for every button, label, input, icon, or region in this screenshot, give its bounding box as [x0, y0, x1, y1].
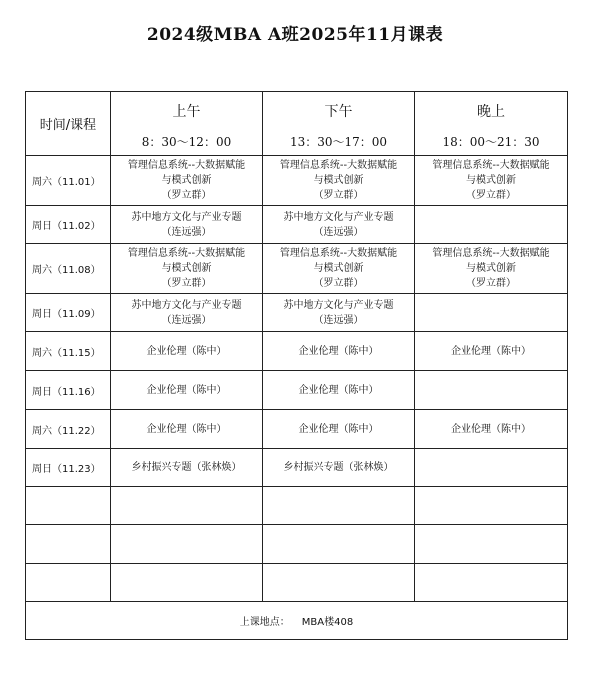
course-cell	[111, 244, 263, 294]
header-name: 晚上	[477, 104, 505, 120]
course-cell	[111, 487, 263, 525]
course-cell	[111, 449, 263, 487]
course-cell	[263, 487, 415, 525]
header-morning	[111, 92, 263, 156]
course-line: （连远强）	[161, 226, 212, 238]
location-note	[26, 602, 568, 640]
course-line: 与模式创新	[161, 263, 212, 274]
course-cell	[263, 449, 415, 487]
course-line: 企业伦理（陈中）	[146, 345, 227, 357]
course-line: 企业伦理（陈中）	[298, 345, 379, 357]
course-line: （罗立群）	[313, 278, 364, 289]
course-cell	[111, 564, 263, 602]
row-date: 周六（11.08）	[26, 244, 111, 294]
course-line: （罗立群）	[466, 190, 516, 201]
course-line: （连远强）	[313, 226, 364, 238]
course-line: 管理信息系统--大数据赋能	[127, 248, 246, 259]
row-date	[26, 564, 111, 602]
course-line: 管理信息系统--大数据赋能	[127, 160, 246, 171]
course-line: 与模式创新	[161, 175, 212, 186]
course-line: 管理信息系统--大数据赋能	[279, 248, 398, 259]
course-line: 苏中地方文化与产业专题	[283, 211, 394, 223]
course-line: 苏中地方文化与产业专题	[131, 299, 242, 311]
course-line: （罗立群）	[466, 278, 516, 289]
schedule-row	[26, 206, 568, 244]
course-cell	[415, 244, 568, 294]
course-line: 苏中地方文化与产业专题	[131, 211, 242, 223]
schedule-row	[26, 244, 568, 294]
row-date: 周日（11.23）	[26, 449, 111, 487]
course-cell	[263, 525, 415, 564]
course-cell	[111, 332, 263, 371]
course-cell	[111, 371, 263, 410]
course-cell	[415, 410, 568, 449]
schedule-table	[25, 91, 568, 640]
course-cell	[263, 332, 415, 371]
schedule-row	[26, 294, 568, 332]
row-date: 周日（11.09）	[26, 294, 111, 332]
course-cell	[415, 371, 568, 410]
schedule-row	[26, 371, 568, 410]
row-date: 周日（11.02）	[26, 206, 111, 244]
course-cell	[111, 410, 263, 449]
course-cell	[415, 449, 568, 487]
schedule-row	[26, 487, 568, 525]
schedule-row	[26, 410, 568, 449]
row-date: 周六（11.22）	[26, 410, 111, 449]
course-line: （连远强）	[161, 314, 212, 326]
course-line: 与模式创新	[466, 175, 516, 186]
course-cell	[263, 410, 415, 449]
course-cell	[263, 294, 415, 332]
course-line: （罗立群）	[161, 190, 212, 201]
row-date	[26, 525, 111, 564]
schedule-row	[26, 525, 568, 564]
page-title: 2024级MBA A班2025年11月课表	[146, 25, 444, 45]
row-date	[26, 487, 111, 525]
header-time: 8：30～12：00	[141, 135, 232, 149]
header-afternoon	[263, 92, 415, 156]
course-line: 企业伦理（陈中）	[451, 423, 531, 435]
header-time: 18：00～21：30	[442, 135, 540, 149]
header-time: 13：30～17：00	[289, 135, 388, 149]
course-cell	[415, 525, 568, 564]
location-label: 上课地点：	[239, 617, 290, 628]
course-line: 乡村振兴专题（张林焕）	[283, 462, 394, 473]
course-cell	[111, 156, 263, 206]
schedule-row	[26, 564, 568, 602]
course-cell	[263, 156, 415, 206]
header-row	[26, 92, 568, 156]
course-line: 与模式创新	[313, 175, 364, 186]
row-date: 周六（11.01）	[26, 156, 111, 206]
location-value: MBA楼408	[301, 617, 354, 628]
course-cell	[415, 564, 568, 602]
course-line: 管理信息系统--大数据赋能	[432, 248, 550, 259]
course-line: 企业伦理（陈中）	[146, 423, 227, 435]
schedule-row	[26, 156, 568, 206]
schedule-row	[26, 449, 568, 487]
course-cell	[415, 332, 568, 371]
course-line: 管理信息系统--大数据赋能	[432, 160, 550, 171]
corner-label: 时间/课程	[26, 92, 111, 156]
course-cell	[111, 294, 263, 332]
course-cell	[415, 294, 568, 332]
header-name: 上午	[172, 104, 201, 120]
course-line: 苏中地方文化与产业专题	[283, 299, 394, 311]
header-name: 下午	[324, 104, 353, 120]
course-cell	[415, 156, 568, 206]
course-cell	[263, 206, 415, 244]
course-line: 与模式创新	[466, 263, 516, 274]
schedule-row	[26, 332, 568, 371]
course-cell	[263, 564, 415, 602]
course-line: （连远强）	[313, 314, 364, 326]
course-line: 企业伦理（陈中）	[298, 423, 379, 435]
course-line: 管理信息系统--大数据赋能	[279, 160, 398, 171]
course-cell	[263, 244, 415, 294]
row-date: 周日（11.16）	[26, 371, 111, 410]
course-cell	[415, 206, 568, 244]
course-line: 乡村振兴专题（张林焕）	[131, 462, 242, 473]
course-cell	[111, 525, 263, 564]
row-date: 周六（11.15）	[26, 332, 111, 371]
footer-row	[26, 602, 568, 640]
course-cell	[111, 206, 263, 244]
course-line: 企业伦理（陈中）	[146, 384, 227, 396]
course-line: 与模式创新	[313, 263, 364, 274]
course-line: （罗立群）	[313, 190, 364, 201]
course-cell	[415, 487, 568, 525]
header-evening	[415, 92, 568, 156]
course-line: 企业伦理（陈中）	[298, 384, 379, 396]
course-line: 企业伦理（陈中）	[451, 345, 531, 357]
course-line: （罗立群）	[161, 278, 212, 289]
course-cell	[263, 371, 415, 410]
